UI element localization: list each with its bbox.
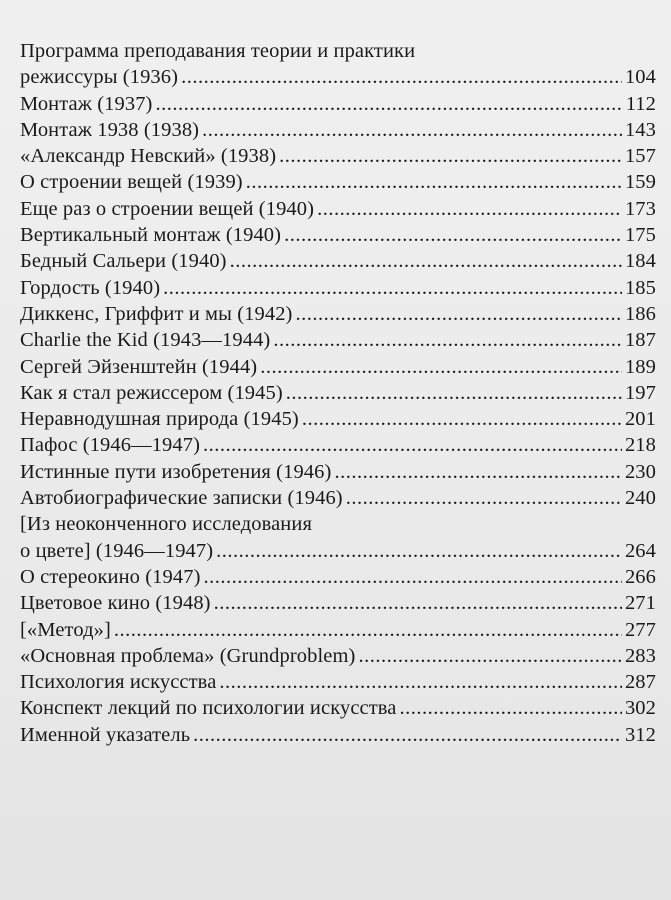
toc-entry-page-number: 112	[625, 92, 656, 115]
toc-entry	[20, 380, 656, 406]
toc-entry-page-number: 185	[624, 276, 656, 299]
toc-entry-title: Неравнодушная природа (1945)	[20, 408, 299, 431]
dot-leader	[399, 695, 621, 721]
dot-leader	[334, 459, 622, 485]
toc-entry-final-line	[20, 617, 656, 643]
toc-entry-final-line	[20, 327, 656, 353]
toc-entry-title: Charlie the Kid (1943—1944)	[20, 329, 271, 352]
toc-entry	[20, 354, 656, 380]
dot-leader	[284, 222, 622, 248]
toc-entry-title: о цвете] (1946—1947)	[20, 539, 214, 562]
toc-entry-title: Именной указатель	[20, 723, 191, 746]
toc-entry	[20, 222, 656, 248]
toc-entry-final-line	[20, 143, 656, 169]
toc-entry-final-line	[20, 538, 656, 564]
dot-leader	[216, 538, 622, 564]
toc-entry-page-number: 159	[624, 171, 656, 194]
toc-entry-page-number: 157	[624, 145, 656, 168]
toc-entry-final-line	[20, 275, 656, 301]
dot-leader	[317, 196, 622, 222]
table-of-contents	[20, 38, 656, 748]
toc-entry-title: Цветовое кино (1948)	[20, 592, 211, 615]
toc-entry	[20, 511, 656, 564]
toc-entry-final-line	[20, 380, 656, 406]
dot-leader	[163, 275, 622, 301]
toc-entry-page-number: 266	[624, 565, 656, 588]
toc-entry	[20, 459, 656, 485]
toc-entry-final-line	[20, 590, 656, 616]
toc-entry	[20, 564, 656, 590]
toc-entry-final-line	[20, 354, 656, 380]
toc-entry-title-line	[20, 38, 656, 64]
toc-entry-final-line	[20, 222, 656, 248]
toc-entry	[20, 275, 656, 301]
toc-entry-title: [«Метод»]	[20, 618, 111, 641]
toc-entry-title: Истинные пути изобретения (1946)	[20, 460, 332, 483]
toc-entry	[20, 406, 656, 432]
dot-leader	[358, 643, 621, 669]
toc-entry-final-line	[20, 196, 656, 222]
toc-entry	[20, 91, 656, 117]
dot-leader	[219, 669, 622, 695]
toc-entry-page-number: 187	[624, 329, 656, 352]
dot-leader	[193, 722, 622, 748]
dot-leader	[156, 91, 623, 117]
toc-entry	[20, 196, 656, 222]
dot-leader	[202, 117, 622, 143]
dot-leader	[260, 354, 622, 380]
dot-leader	[302, 406, 622, 432]
toc-entry-title: Сергей Эйзенштейн (1944)	[20, 355, 258, 378]
toc-entry-final-line	[20, 695, 656, 721]
toc-entry-page-number: 201	[624, 408, 656, 431]
toc-entry-final-line	[20, 669, 656, 695]
toc-entry	[20, 617, 656, 643]
toc-entry-final-line	[20, 722, 656, 748]
dot-leader	[114, 617, 622, 643]
toc-entry	[20, 722, 656, 748]
dot-leader	[273, 327, 622, 353]
toc-entry-title: Как я стал режиссером (1945)	[20, 381, 283, 404]
toc-entry-title: Пафос (1946—1947)	[20, 434, 201, 457]
toc-entry-title: Конспект лекций по психологии искусства	[20, 697, 397, 720]
toc-entry-title: О стереокино (1947)	[20, 565, 201, 588]
toc-entry-page-number: 240	[624, 487, 656, 510]
toc-entry	[20, 117, 656, 143]
toc-entry-final-line	[20, 406, 656, 432]
toc-entry-title: [Из неоконченного исследования	[20, 513, 312, 536]
toc-entry-page-number: 175	[624, 224, 656, 247]
toc-entry-page-number: 218	[624, 434, 656, 457]
toc-entry-title: Диккенс, Гриффит и мы (1942)	[20, 302, 293, 325]
dot-leader	[346, 485, 622, 511]
toc-entry-title: Монтаж (1937)	[20, 92, 153, 115]
toc-entry-title: Гордость (1940)	[20, 276, 161, 299]
toc-entry-title-line	[20, 511, 656, 537]
toc-entry-title: Монтаж 1938 (1938)	[20, 118, 200, 141]
toc-entry	[20, 301, 656, 327]
toc-entry-final-line	[20, 432, 656, 458]
toc-entry-title: Еще раз о строении вещей (1940)	[20, 197, 315, 220]
toc-entry-page-number: 197	[624, 381, 656, 404]
toc-entry-final-line	[20, 485, 656, 511]
toc-entry-final-line	[20, 301, 656, 327]
toc-entry-page-number: 312	[624, 723, 656, 746]
dot-leader	[214, 590, 622, 616]
toc-entry-final-line	[20, 459, 656, 485]
dot-leader	[279, 143, 622, 169]
toc-entry-title: О строении вещей (1939)	[20, 171, 243, 194]
toc-entry-page-number: 143	[624, 118, 656, 141]
toc-entry-page-number: 271	[624, 592, 656, 615]
toc-entry-final-line	[20, 91, 656, 117]
toc-entry	[20, 695, 656, 721]
toc-entry	[20, 485, 656, 511]
toc-entry-title: «Александр Невский» (1938)	[20, 145, 277, 168]
toc-entry-final-line	[20, 169, 656, 195]
toc-entry-final-line	[20, 564, 656, 590]
toc-entry-final-line	[20, 117, 656, 143]
toc-entry	[20, 432, 656, 458]
toc-entry-page-number: 173	[624, 197, 656, 220]
toc-entry	[20, 248, 656, 274]
toc-entry-page-number: 189	[624, 355, 656, 378]
dot-leader	[204, 564, 622, 590]
toc-entry-title: «Основная проблема» (Grundproblem)	[20, 644, 356, 667]
dot-leader	[295, 301, 621, 327]
toc-entry	[20, 669, 656, 695]
toc-entry-final-line	[20, 643, 656, 669]
toc-entry	[20, 143, 656, 169]
toc-entry-page-number: 264	[624, 539, 656, 562]
dot-leader	[246, 169, 622, 195]
toc-entry-page-number: 277	[624, 618, 656, 641]
toc-entry-final-line	[20, 248, 656, 274]
toc-entry-final-line	[20, 64, 656, 90]
toc-entry-title: Вертикальный монтаж (1940)	[20, 224, 282, 247]
toc-entry	[20, 327, 656, 353]
toc-entry-page-number: 287	[624, 671, 656, 694]
dot-leader	[181, 64, 622, 90]
toc-entry-title: Автобиографические записки (1946)	[20, 487, 343, 510]
toc-entry-page-number: 283	[624, 644, 656, 667]
toc-entry-page-number: 186	[624, 302, 656, 325]
toc-entry	[20, 590, 656, 616]
toc-entry-page-number: 302	[624, 697, 656, 720]
toc-entry	[20, 38, 656, 91]
toc-entry-page-number: 104	[624, 66, 656, 89]
toc-entry-title: Психология искусства	[20, 671, 217, 694]
toc-entry-title: Бедный Сальери (1940)	[20, 250, 227, 273]
toc-entry-title: Программа преподавания теории и практики	[20, 40, 416, 62]
toc-entry-page-number: 184	[624, 250, 656, 273]
toc-entry-page-number: 230	[624, 460, 656, 483]
toc-entry-title: режиссуры (1936)	[20, 66, 179, 89]
dot-leader	[203, 432, 622, 458]
toc-entry	[20, 643, 656, 669]
dot-leader	[230, 248, 622, 274]
dot-leader	[286, 380, 622, 406]
toc-entry	[20, 169, 656, 195]
